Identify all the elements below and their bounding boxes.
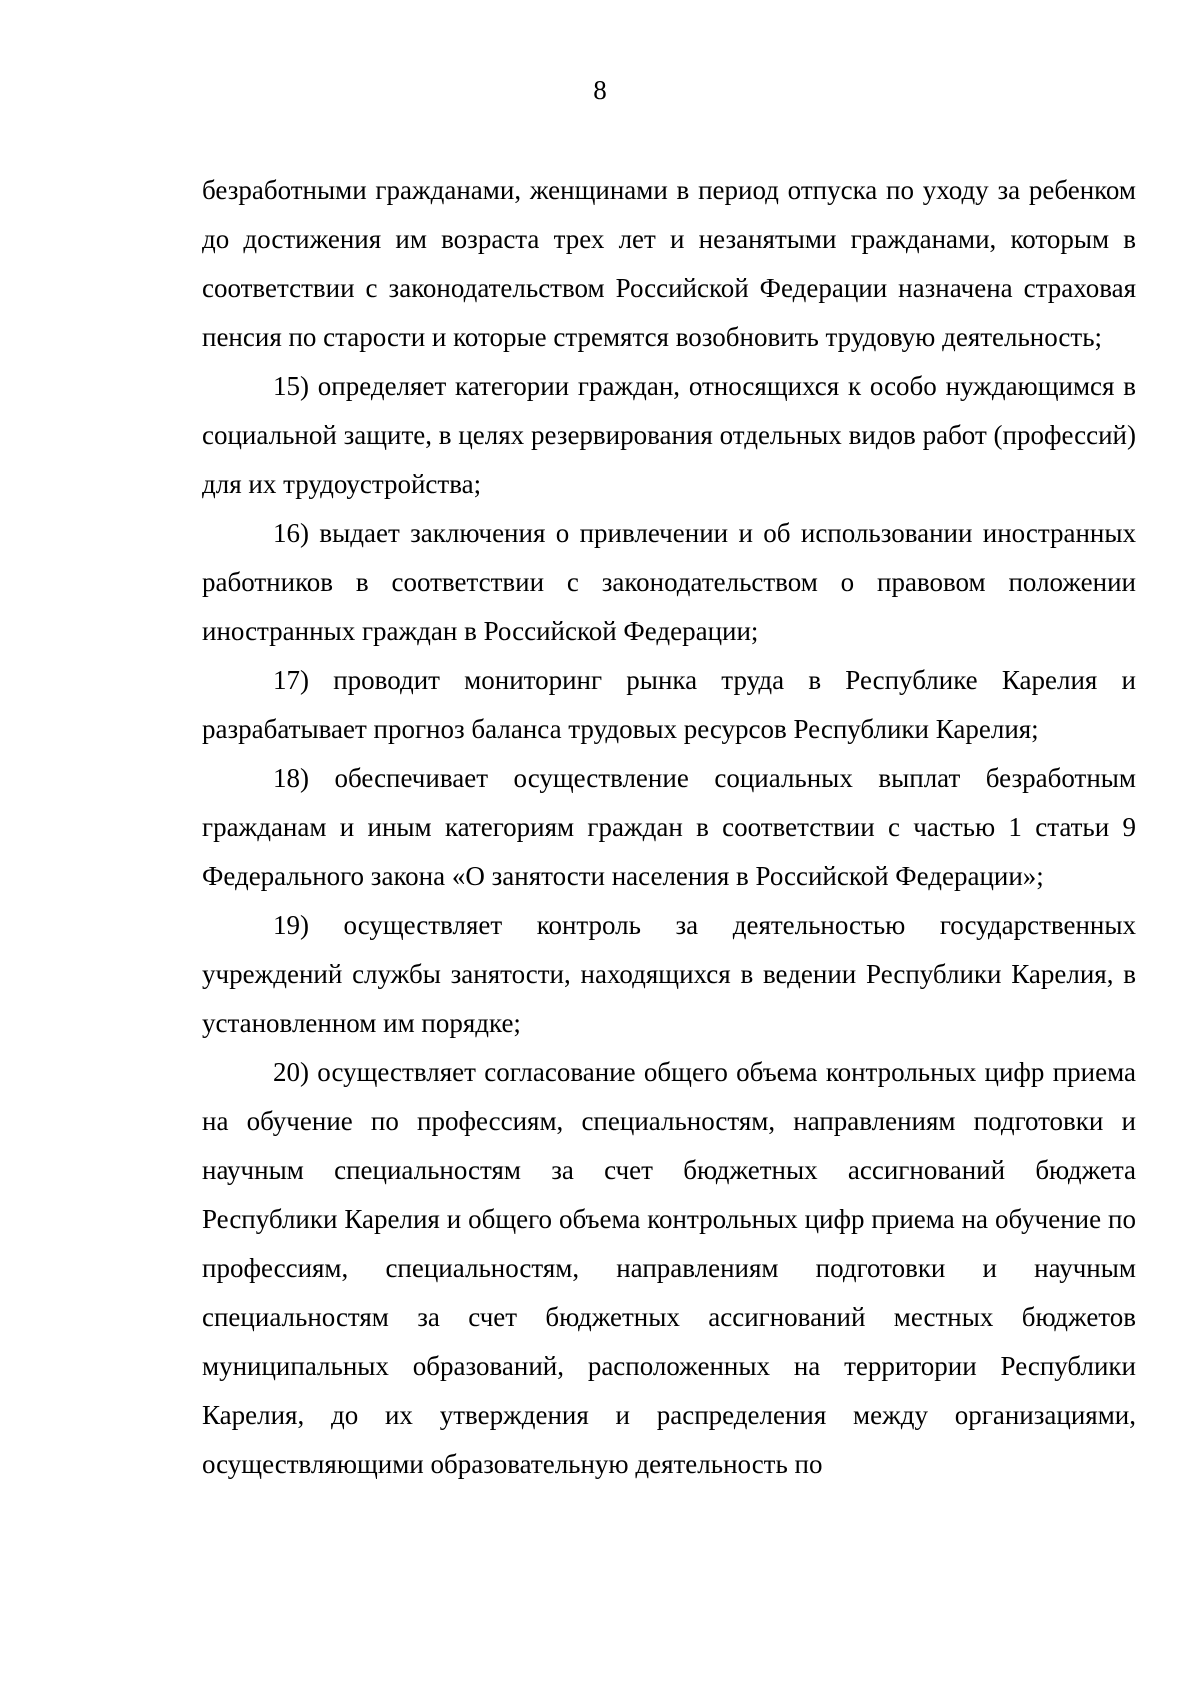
document-body — [202, 166, 1136, 1489]
paragraph-item-18: 18) обеспечивает осуществление социальных выплат безработным гражданам и иным категориям граждан в соответствии с частью 1 статьи 9 Федерального закона «О занятости населения в Российской Федерации»; — [202, 763, 1136, 891]
paragraph-item-19: 19) осуществляет контроль за деятельностью государственных учреждений службы занятости, находящихся в ведении Республики Карелия, в установленном им порядке; — [202, 910, 1136, 1038]
page-number: 8 — [593, 75, 607, 105]
paragraph-continuation: безработными гражданами, женщинами в период отпуска по уходу за ребенком до достижения им возраста трех лет и незанятыми гражданами, которым в соответствии с законодательством Российской Федерации назначена страховая пенсия по старости и которые стремятся возобновить трудовую деятельность; — [202, 175, 1136, 352]
paragraph-item-17: 17) проводит мониторинг рынка труда в Республике Карелия и разрабатывает прогноз баланса трудовых ресурсов Республики Карелия; — [202, 665, 1136, 744]
paragraph-item-20: 20) осуществляет согласование общего объема контрольных цифр приема на обучение по профессиям, специальностям, направлениям подготовки и научным специальностям за счет бюджетных ассигнований бюджета Республики Карелия и общего объема контрольных цифр приема на обучение по профессиям, специальностям, направлениям подготовки и научным специальностям за счет бюджетных ассигнований местных бюджетов муниципальных образований, расположенных на территории Республики Карелия, до их утверждения и распределения между организациями, осуществляющими образовательную деятельность по — [202, 1057, 1136, 1479]
paragraph-item-16: 16) выдает заключения о привлечении и об использовании иностранных работников в соответствии с законодательством о правовом положении иностранных граждан в Российской Федерации; — [202, 518, 1136, 646]
paragraph-item-15: 15) определяет категории граждан, относящихся к особо нуждающимся в социальной защите, в целях резервирования отдельных видов работ (профессий) для их трудоустройства; — [202, 371, 1136, 499]
